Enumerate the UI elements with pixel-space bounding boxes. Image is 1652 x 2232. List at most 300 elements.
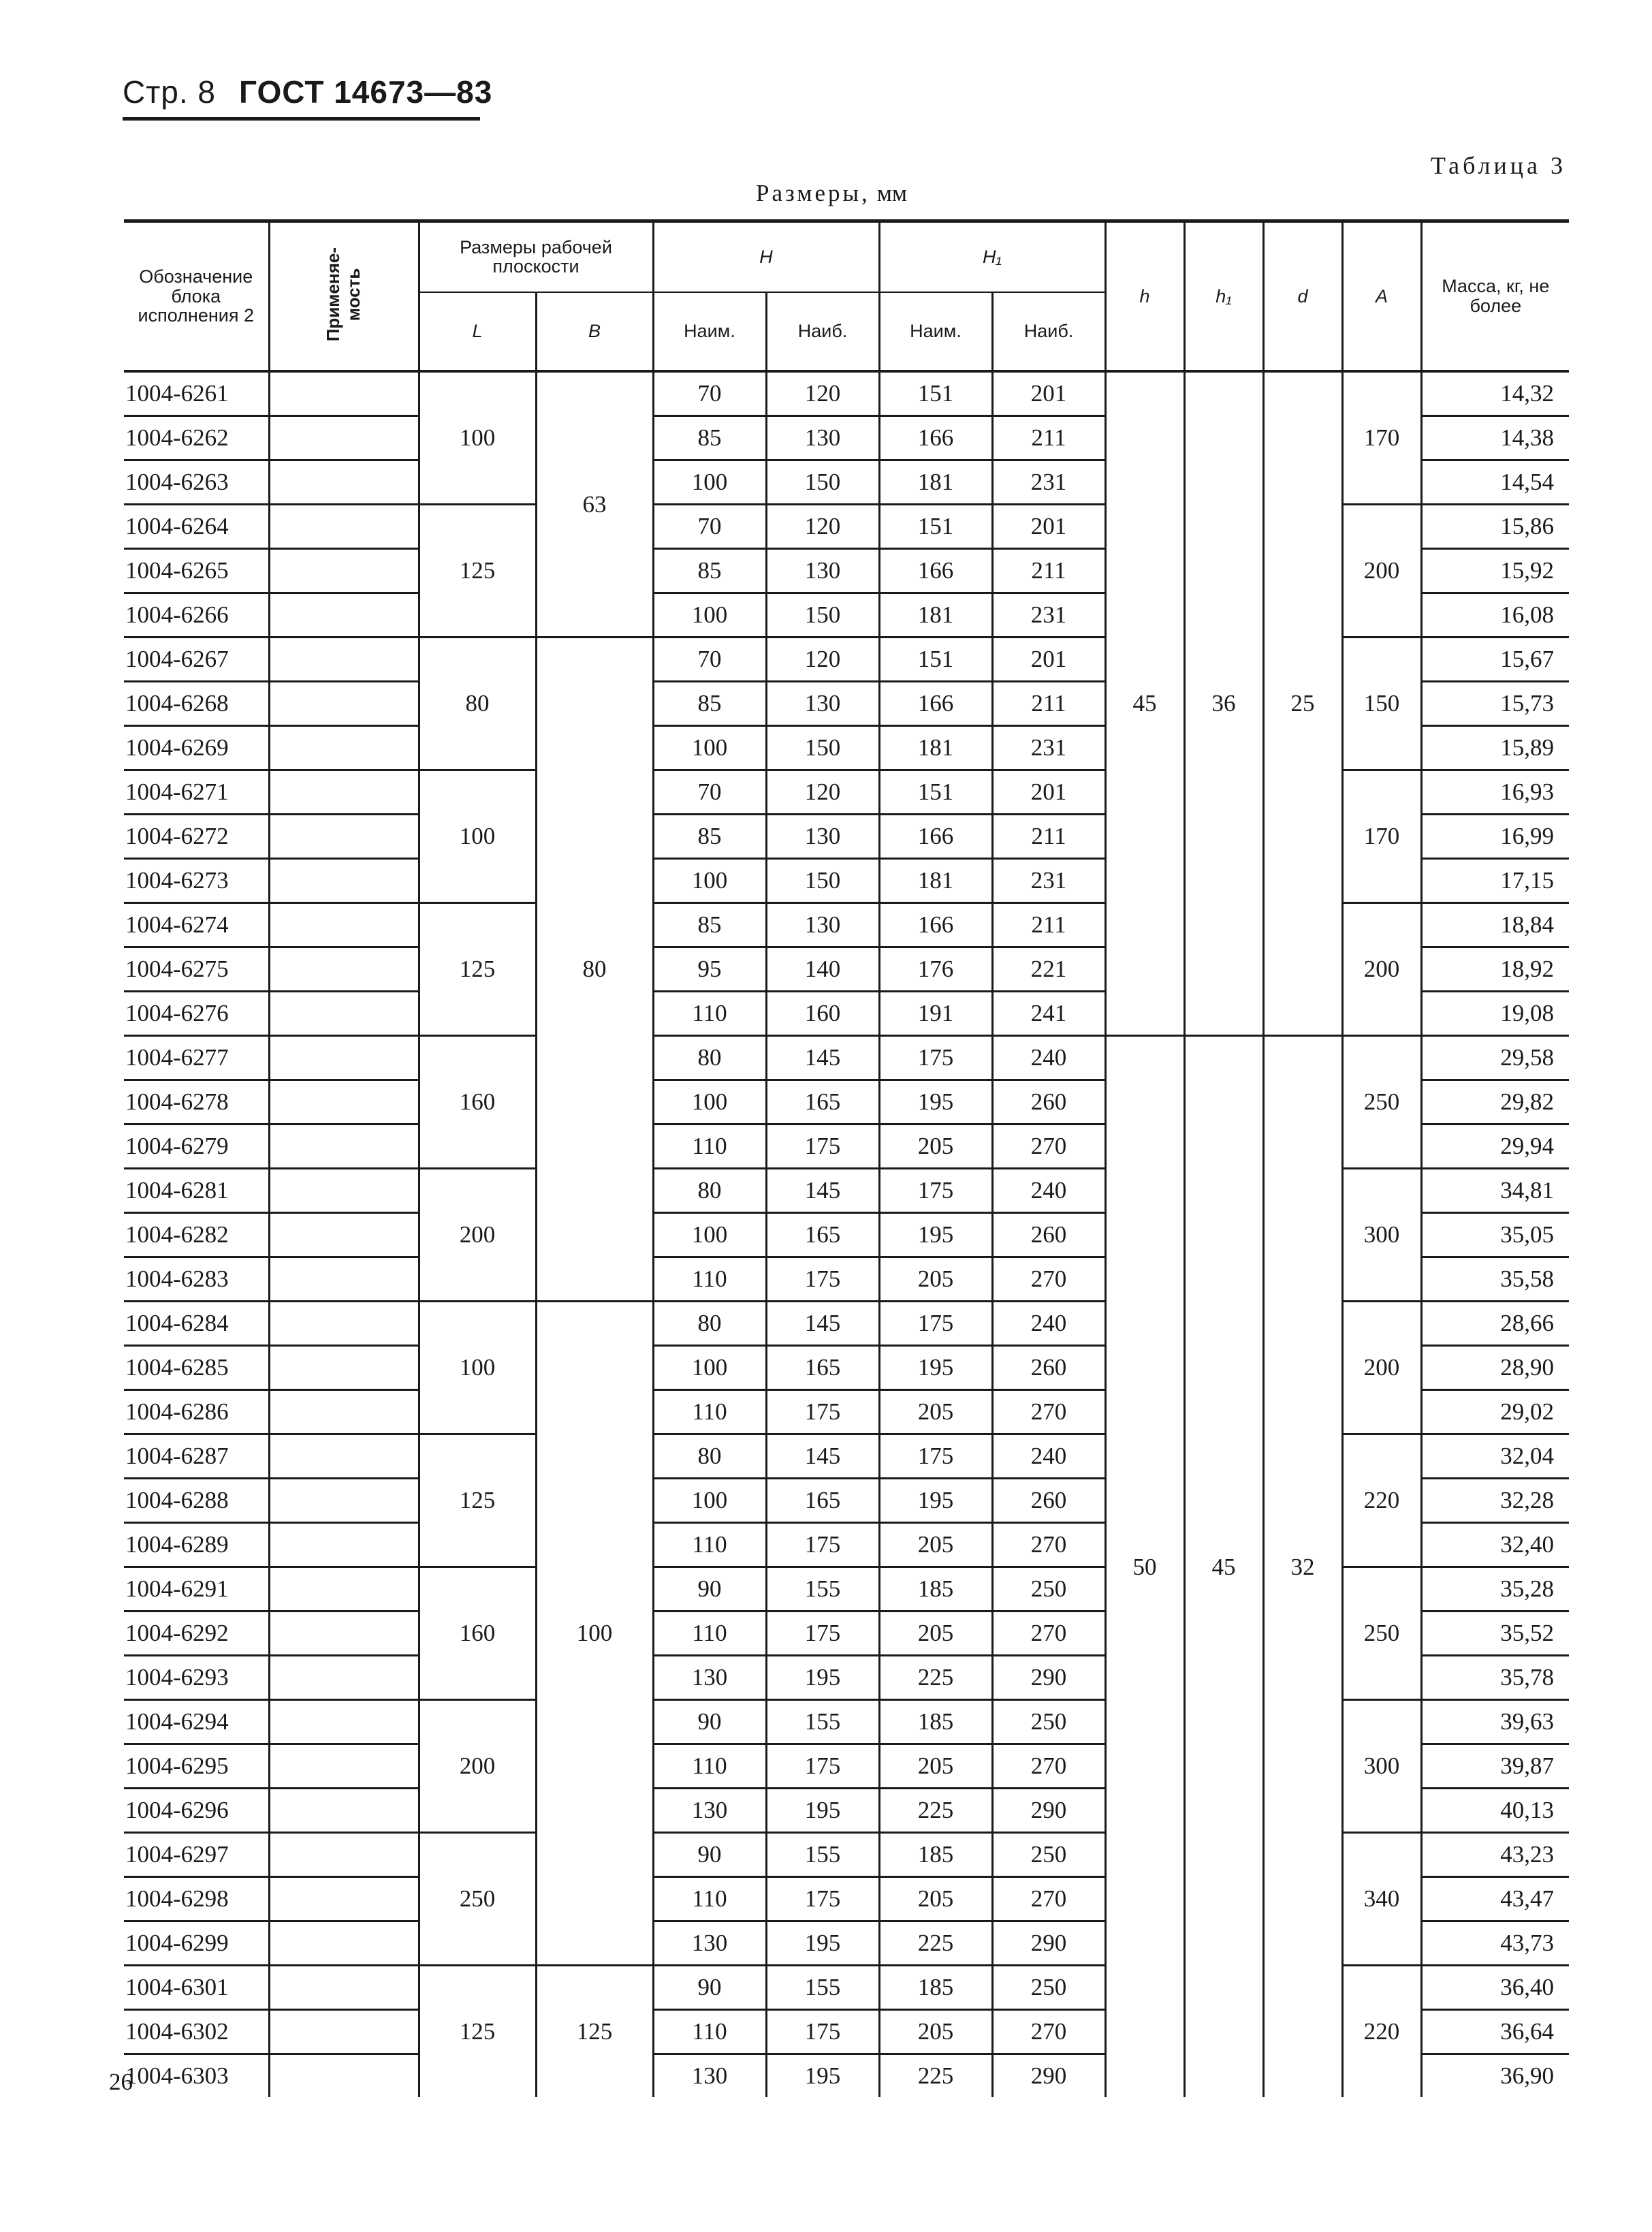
cell-B: 80 [536, 637, 653, 1301]
col-H-max: Наиб. [766, 292, 879, 371]
cell-applicability [269, 1921, 419, 1965]
cell-mass: 15,73 [1421, 681, 1569, 725]
cell-h1-max: 241 [992, 991, 1105, 1035]
cell-h-max: 145 [766, 1168, 879, 1212]
cell-code: 1004-6296 [124, 1788, 269, 1832]
table-row [124, 504, 1569, 548]
cell-A: 170 [1342, 371, 1421, 505]
cell-applicability [269, 681, 419, 725]
cell-h1: 36 [1184, 371, 1263, 1036]
cell-mass: 32,04 [1421, 1434, 1569, 1478]
cell-applicability [269, 1478, 419, 1522]
col-H: H [653, 221, 879, 292]
cell-h-max: 150 [766, 858, 879, 902]
cell-applicability [269, 2054, 419, 2097]
cell-h1-min: 181 [879, 725, 992, 770]
cell-mass: 39,87 [1421, 1744, 1569, 1788]
cell-h-min: 100 [653, 460, 766, 504]
cell-L: 125 [419, 1434, 536, 1567]
cell-A: 200 [1342, 1301, 1421, 1434]
table-row [124, 1434, 1569, 1478]
col-h1: h₁ [1184, 221, 1263, 371]
cell-h-min: 90 [653, 1832, 766, 1876]
cell-h1: 45 [1184, 1035, 1263, 2097]
cell-L: 125 [419, 1965, 536, 2097]
cell-h-max: 120 [766, 504, 879, 548]
cell-code: 1004-6263 [124, 460, 269, 504]
cell-h-max: 150 [766, 593, 879, 637]
cell-h1-min: 205 [879, 1124, 992, 1168]
header-rule [123, 117, 480, 121]
cell-h-max: 175 [766, 1389, 879, 1434]
cell-h1-max: 290 [992, 1655, 1105, 1699]
cell-h1-max: 240 [992, 1168, 1105, 1212]
cell-B: 63 [536, 371, 653, 638]
cell-mass: 29,82 [1421, 1080, 1569, 1124]
cell-L: 80 [419, 637, 536, 770]
cell-L: 200 [419, 1699, 536, 1832]
cell-code: 1004-6272 [124, 814, 269, 858]
table-row [124, 1965, 1569, 2009]
cell-h1-max: 270 [992, 1611, 1105, 1655]
cell-h-max: 145 [766, 1434, 879, 1478]
cell-applicability [269, 725, 419, 770]
cell-h1-max: 240 [992, 1035, 1105, 1080]
cell-applicability [269, 504, 419, 548]
cell-applicability [269, 1212, 419, 1257]
cell-h1-min: 205 [879, 2009, 992, 2054]
cell-h1-max: 201 [992, 637, 1105, 681]
cell-mass: 14,32 [1421, 371, 1569, 416]
cell-A: 300 [1342, 1699, 1421, 1832]
cell-code: 1004-6265 [124, 548, 269, 593]
cell-mass: 34,81 [1421, 1168, 1569, 1212]
cell-h-max: 155 [766, 1965, 879, 2009]
cell-mass: 14,54 [1421, 460, 1569, 504]
cell-h1-max: 211 [992, 814, 1105, 858]
cell-h1-min: 166 [879, 548, 992, 593]
cell-applicability [269, 1389, 419, 1434]
col-work-surface: Размеры рабочей плоскости [419, 221, 653, 292]
cell-h-min: 100 [653, 1080, 766, 1124]
table-row [124, 1301, 1569, 1345]
cell-A: 220 [1342, 1965, 1421, 2097]
cell-h-max: 120 [766, 770, 879, 814]
cell-applicability [269, 1744, 419, 1788]
cell-h-max: 150 [766, 725, 879, 770]
col-H1-max: Наиб. [992, 292, 1105, 371]
cell-code: 1004-6273 [124, 858, 269, 902]
cell-h1-max: 240 [992, 1301, 1105, 1345]
cell-applicability [269, 593, 419, 637]
cell-L: 160 [419, 1035, 536, 1168]
cell-h1-min: 175 [879, 1434, 992, 1478]
cell-h-max: 145 [766, 1035, 879, 1080]
cell-h1-max: 201 [992, 504, 1105, 548]
cell-code: 1004-6292 [124, 1611, 269, 1655]
table-number: Таблица 3 [1431, 152, 1566, 179]
cell-h-min: 130 [653, 2054, 766, 2097]
cell-h1-max: 231 [992, 460, 1105, 504]
cell-applicability [269, 1124, 419, 1168]
cell-h1-max: 290 [992, 1921, 1105, 1965]
cell-applicability [269, 548, 419, 593]
cell-h1-max: 270 [992, 1744, 1105, 1788]
cell-h-max: 165 [766, 1212, 879, 1257]
col-d: d [1263, 221, 1342, 371]
cell-h-max: 130 [766, 902, 879, 947]
cell-h1-max: 221 [992, 947, 1105, 991]
cell-h-min: 80 [653, 1434, 766, 1478]
cell-h1-max: 270 [992, 1389, 1105, 1434]
cell-h-max: 175 [766, 1611, 879, 1655]
cell-h-max: 175 [766, 2009, 879, 2054]
cell-applicability [269, 1611, 419, 1655]
cell-mass: 19,08 [1421, 991, 1569, 1035]
cell-h1-min: 205 [879, 1257, 992, 1301]
cell-h1-min: 166 [879, 415, 992, 460]
cell-code: 1004-6302 [124, 2009, 269, 2054]
cell-applicability [269, 947, 419, 991]
cell-h1-min: 151 [879, 770, 992, 814]
cell-code: 1004-6278 [124, 1080, 269, 1124]
cell-L: 100 [419, 1301, 536, 1434]
cell-h-min: 100 [653, 593, 766, 637]
cell-h1-min: 151 [879, 637, 992, 681]
cell-d: 32 [1263, 1035, 1342, 2097]
cell-h1-max: 231 [992, 858, 1105, 902]
cell-applicability [269, 460, 419, 504]
cell-h1-max: 270 [992, 1124, 1105, 1168]
cell-code: 1004-6275 [124, 947, 269, 991]
cell-h1-max: 270 [992, 1522, 1105, 1567]
cell-h-min: 130 [653, 1788, 766, 1832]
cell-applicability [269, 1168, 419, 1212]
cell-L: 125 [419, 504, 536, 637]
cell-h-max: 175 [766, 1124, 879, 1168]
cell-h1-min: 176 [879, 947, 992, 991]
cell-h-min: 100 [653, 1345, 766, 1389]
cell-h-min: 85 [653, 814, 766, 858]
table-row [124, 1035, 1569, 1080]
cell-mass: 16,99 [1421, 814, 1569, 858]
col-mass: Масса, кг, не более [1421, 221, 1569, 371]
cell-mass: 15,89 [1421, 725, 1569, 770]
page-label: Стр. 8 [123, 74, 217, 110]
cell-h-max: 155 [766, 1699, 879, 1744]
cell-h-min: 110 [653, 991, 766, 1035]
cell-h-min: 110 [653, 1876, 766, 1921]
cell-code: 1004-6271 [124, 770, 269, 814]
cell-h-min: 130 [653, 1921, 766, 1965]
cell-h-max: 130 [766, 814, 879, 858]
cell-applicability [269, 1522, 419, 1567]
cell-h1-min: 205 [879, 1744, 992, 1788]
cell-B: 125 [536, 1965, 653, 2097]
cell-h1-min: 151 [879, 504, 992, 548]
table-row [124, 770, 1569, 814]
cell-h-max: 120 [766, 637, 879, 681]
table-row [124, 371, 1569, 416]
cell-mass: 16,08 [1421, 593, 1569, 637]
cell-L: 200 [419, 1168, 536, 1301]
cell-h-min: 70 [653, 637, 766, 681]
cell-h-max: 175 [766, 1522, 879, 1567]
cell-h-max: 160 [766, 991, 879, 1035]
cell-code: 1004-6282 [124, 1212, 269, 1257]
cell-h-min: 100 [653, 1478, 766, 1522]
cell-h1-min: 195 [879, 1345, 992, 1389]
cell-applicability [269, 1699, 419, 1744]
cell-code: 1004-6285 [124, 1345, 269, 1389]
cell-mass: 28,90 [1421, 1345, 1569, 1389]
cell-h1-min: 225 [879, 1921, 992, 1965]
cell-h-max: 155 [766, 1567, 879, 1611]
cell-mass: 15,67 [1421, 637, 1569, 681]
cell-code: 1004-6281 [124, 1168, 269, 1212]
cell-h-max: 165 [766, 1080, 879, 1124]
cell-h1-max: 260 [992, 1478, 1105, 1522]
cell-h1-min: 225 [879, 2054, 992, 2097]
table-row [124, 1832, 1569, 1876]
cell-h1-min: 205 [879, 1611, 992, 1655]
cell-h1-max: 270 [992, 2009, 1105, 2054]
cell-h-max: 140 [766, 947, 879, 991]
cell-applicability [269, 371, 419, 416]
cell-code: 1004-6297 [124, 1832, 269, 1876]
cell-code: 1004-6266 [124, 593, 269, 637]
cell-h-max: 150 [766, 460, 879, 504]
cell-h1-max: 260 [992, 1345, 1105, 1389]
cell-mass: 43,47 [1421, 1876, 1569, 1921]
cell-h1-min: 185 [879, 1567, 992, 1611]
page-number: 26 [109, 2069, 133, 2095]
cell-h-min: 90 [653, 1567, 766, 1611]
cell-L: 100 [419, 770, 536, 902]
cell-mass: 17,15 [1421, 858, 1569, 902]
cell-h1-max: 250 [992, 1567, 1105, 1611]
cell-h-min: 110 [653, 2009, 766, 2054]
cell-h-max: 155 [766, 1832, 879, 1876]
cell-code: 1004-6277 [124, 1035, 269, 1080]
cell-applicability [269, 814, 419, 858]
cell-A: 250 [1342, 1035, 1421, 1168]
cell-code: 1004-6283 [124, 1257, 269, 1301]
cell-h1-max: 211 [992, 902, 1105, 947]
cell-h1-min: 185 [879, 1832, 992, 1876]
cell-h1-min: 225 [879, 1655, 992, 1699]
cell-h1-max: 201 [992, 371, 1105, 416]
cell-applicability [269, 1434, 419, 1478]
cell-h1-max: 211 [992, 415, 1105, 460]
table-body [124, 371, 1569, 2097]
cell-h1-min: 175 [879, 1168, 992, 1212]
cell-A: 170 [1342, 770, 1421, 902]
page-header [123, 74, 493, 121]
cell-h-max: 195 [766, 1655, 879, 1699]
cell-L: 100 [419, 371, 536, 505]
cell-applicability [269, 1567, 419, 1611]
cell-h1-min: 195 [879, 1212, 992, 1257]
cell-h1-max: 231 [992, 725, 1105, 770]
cell-h1-min: 205 [879, 1876, 992, 1921]
cell-code: 1004-6261 [124, 371, 269, 416]
cell-mass: 16,93 [1421, 770, 1569, 814]
cell-h1-min: 181 [879, 460, 992, 504]
cell-h: 45 [1105, 371, 1184, 1036]
cell-h-min: 110 [653, 1611, 766, 1655]
cell-h1-max: 240 [992, 1434, 1105, 1478]
cell-h1-max: 211 [992, 681, 1105, 725]
cell-mass: 35,52 [1421, 1611, 1569, 1655]
cell-h1-min: 151 [879, 371, 992, 416]
table-row [124, 1168, 1569, 1212]
cell-code: 1004-6268 [124, 681, 269, 725]
cell-h-min: 90 [653, 1965, 766, 2009]
cell-h1-min: 195 [879, 1080, 992, 1124]
cell-applicability [269, 1035, 419, 1080]
cell-h1-max: 231 [992, 593, 1105, 637]
cell-code: 1004-6279 [124, 1124, 269, 1168]
cell-h-max: 165 [766, 1478, 879, 1522]
cell-mass: 29,94 [1421, 1124, 1569, 1168]
cell-h: 50 [1105, 1035, 1184, 2097]
cell-h-min: 80 [653, 1035, 766, 1080]
cell-h1-min: 181 [879, 858, 992, 902]
cell-applicability [269, 770, 419, 814]
col-H-min: Наим. [653, 292, 766, 371]
cell-h-min: 95 [653, 947, 766, 991]
cell-mass: 18,92 [1421, 947, 1569, 991]
cell-h-max: 120 [766, 371, 879, 416]
cell-mass: 43,23 [1421, 1832, 1569, 1876]
cell-h1-max: 270 [992, 1257, 1105, 1301]
cell-h-max: 195 [766, 1921, 879, 1965]
cell-code: 1004-6291 [124, 1567, 269, 1611]
cell-h1-max: 260 [992, 1080, 1105, 1124]
standard-number: ГОСТ 14673—83 [239, 74, 493, 110]
cell-code: 1004-6262 [124, 415, 269, 460]
cell-mass: 40,13 [1421, 1788, 1569, 1832]
cell-code: 1004-6269 [124, 725, 269, 770]
cell-h-min: 110 [653, 1124, 766, 1168]
cell-mass: 43,73 [1421, 1921, 1569, 1965]
col-applicability-label: Применяе- мость [323, 247, 364, 342]
cell-mass: 14,38 [1421, 415, 1569, 460]
cell-mass: 15,92 [1421, 548, 1569, 593]
table-row [124, 902, 1569, 947]
cell-A: 340 [1342, 1832, 1421, 1965]
table-row [124, 637, 1569, 681]
cell-L: 160 [419, 1567, 536, 1699]
cell-h-min: 100 [653, 1212, 766, 1257]
cell-h-max: 145 [766, 1301, 879, 1345]
cell-h-min: 110 [653, 1389, 766, 1434]
cell-applicability [269, 1301, 419, 1345]
cell-applicability [269, 415, 419, 460]
cell-code: 1004-6293 [124, 1655, 269, 1699]
cell-h1-min: 175 [879, 1301, 992, 1345]
cell-applicability [269, 991, 419, 1035]
col-designation: Обозначение блока исполнения 2 [124, 221, 269, 371]
cell-h1-min: 175 [879, 1035, 992, 1080]
cell-applicability [269, 1080, 419, 1124]
cell-applicability [269, 1345, 419, 1389]
cell-code: 1004-6303 [124, 2054, 269, 2097]
cell-h1-max: 290 [992, 2054, 1105, 2097]
cell-h1-min: 195 [879, 1478, 992, 1522]
cell-h-min: 110 [653, 1744, 766, 1788]
col-applicability [269, 221, 419, 371]
cell-h-min: 110 [653, 1257, 766, 1301]
cell-h1-max: 290 [992, 1788, 1105, 1832]
cell-h-max: 195 [766, 2054, 879, 2097]
cell-h-max: 175 [766, 1876, 879, 1921]
cell-h-min: 100 [653, 725, 766, 770]
cell-applicability [269, 1965, 419, 2009]
col-H1-min: Наим. [879, 292, 992, 371]
cell-applicability [269, 902, 419, 947]
cell-A: 150 [1342, 637, 1421, 770]
cell-A: 220 [1342, 1434, 1421, 1567]
cell-mass: 32,28 [1421, 1478, 1569, 1522]
cell-mass: 29,58 [1421, 1035, 1569, 1080]
cell-code: 1004-6301 [124, 1965, 269, 2009]
cell-code: 1004-6264 [124, 504, 269, 548]
cell-h1-max: 250 [992, 1699, 1105, 1744]
cell-code: 1004-6274 [124, 902, 269, 947]
cell-h1-max: 201 [992, 770, 1105, 814]
cell-h-min: 110 [653, 1522, 766, 1567]
cell-mass: 35,58 [1421, 1257, 1569, 1301]
cell-code: 1004-6287 [124, 1434, 269, 1478]
col-h: h [1105, 221, 1184, 371]
cell-h1-min: 166 [879, 814, 992, 858]
cell-h-max: 175 [766, 1744, 879, 1788]
col-L: L [419, 292, 536, 371]
cell-mass: 15,86 [1421, 504, 1569, 548]
cell-mass: 32,40 [1421, 1522, 1569, 1567]
cell-h1-min: 166 [879, 681, 992, 725]
cell-mass: 35,05 [1421, 1212, 1569, 1257]
cell-code: 1004-6289 [124, 1522, 269, 1567]
cell-applicability [269, 1257, 419, 1301]
cell-h-min: 130 [653, 1655, 766, 1699]
cell-h1-min: 166 [879, 902, 992, 947]
cell-mass: 36,90 [1421, 2054, 1569, 2097]
col-H1: H₁ [879, 221, 1105, 292]
cell-h-max: 130 [766, 548, 879, 593]
cell-A: 300 [1342, 1168, 1421, 1301]
cell-applicability [269, 637, 419, 681]
cell-code: 1004-6288 [124, 1478, 269, 1522]
cell-h-max: 175 [766, 1257, 879, 1301]
cell-h-min: 70 [653, 770, 766, 814]
cell-mass: 28,66 [1421, 1301, 1569, 1345]
units-label: Размеры, [756, 180, 870, 206]
cell-applicability [269, 858, 419, 902]
table-row [124, 1567, 1569, 1611]
cell-mass: 18,84 [1421, 902, 1569, 947]
cell-mass: 35,28 [1421, 1567, 1569, 1611]
cell-applicability [269, 1655, 419, 1699]
table-row [124, 1699, 1569, 1744]
cell-h1-max: 270 [992, 1876, 1105, 1921]
cell-code: 1004-6298 [124, 1876, 269, 1921]
cell-h-max: 130 [766, 681, 879, 725]
cell-code: 1004-6267 [124, 637, 269, 681]
cell-h1-min: 181 [879, 593, 992, 637]
